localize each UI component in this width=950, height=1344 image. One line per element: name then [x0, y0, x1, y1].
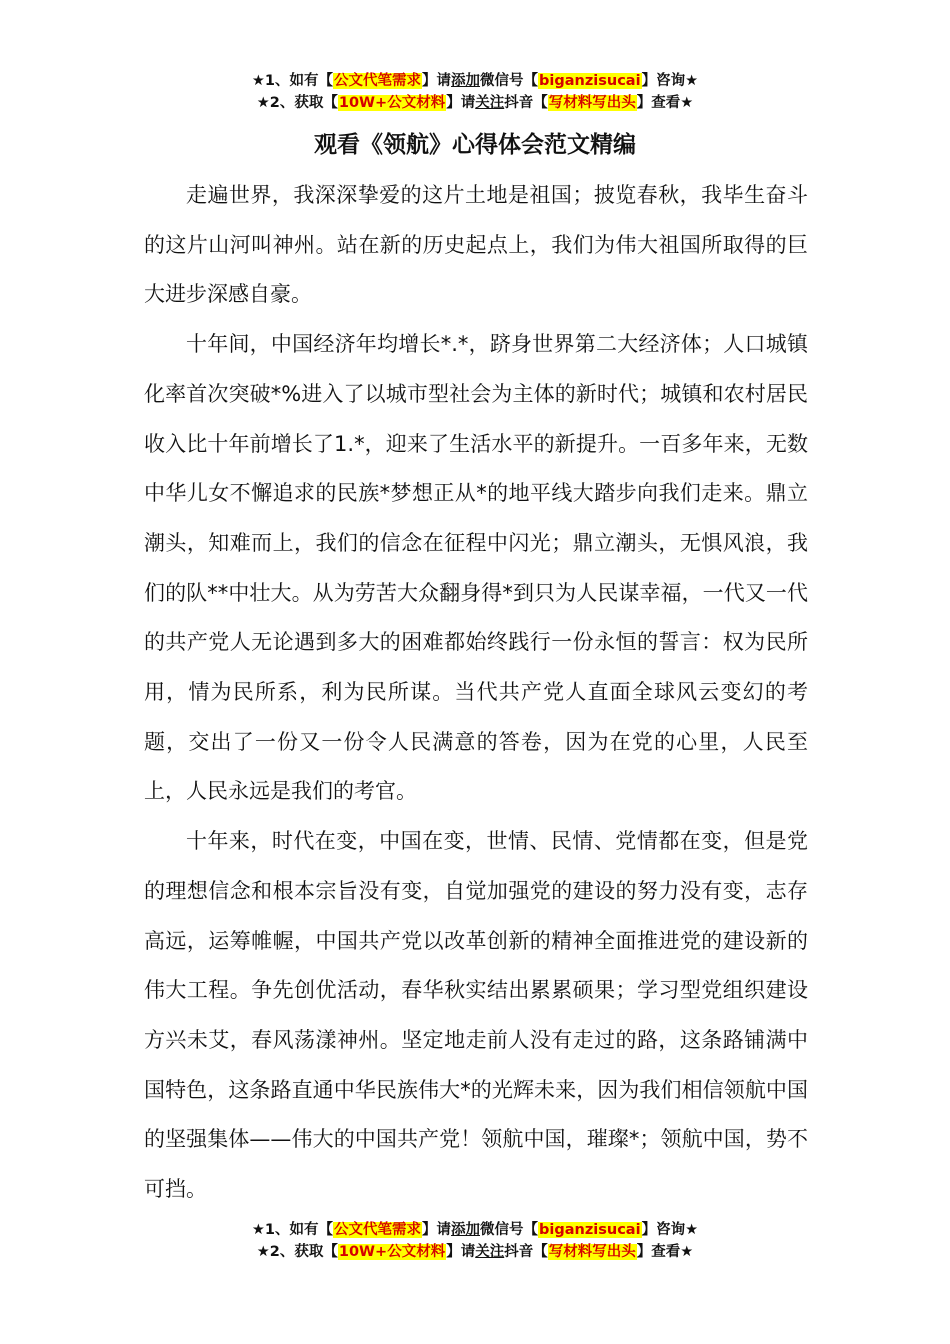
banner-text: 】查看★	[636, 1244, 694, 1260]
banner-text: 微信号【	[480, 73, 539, 89]
highlight-materials: 10W+公文材料	[338, 95, 446, 111]
banner-text: 】请	[422, 1222, 452, 1238]
banner-text: 】查看★	[636, 95, 694, 111]
banner-text: 】咨询★	[641, 1222, 699, 1238]
footer-banner-line-2	[0, 1241, 950, 1263]
body-paragraph-3: 十年来，时代在变，中国在变，世情、民情、党情都在变，但是党的理想信念和根本宗旨没有变，自觉加强党的建设的努力没有变，志存高远，运筹帷幄，中国共产党以改革创新的精神全面推进党的建设新的伟大工程。争先创优活动，春华秋实结出累累硕果；学习型党组织建设方兴未艾，春风荡漾神州。坚定地走前人没有走过的路，这条路铺满中国特色，这条路直通中华民族伟大*的光辉未来，因为我们相信领航中国的坚强集体——伟大的中国共产党！领航中国，璀璨*；领航中国，势不可挡。	[144, 829, 808, 1202]
footer-banner-line-1	[0, 1219, 950, 1241]
body-paragraph-1: 走遍世界，我深深挚爱的这片土地是祖国；披览春秋，我毕生奋斗的这片山河叫神州。站在新的历史起点上，我们为伟大祖国所取得的巨大进步深感自豪。	[144, 183, 808, 307]
banner-text: 抖音【	[504, 95, 548, 111]
header-banner-line-1	[0, 70, 950, 92]
emphasis-add: 添加	[451, 1222, 481, 1238]
highlight-materials: 10W+公文材料	[338, 1244, 446, 1260]
document-title: 观看《领航》心得体会范文精编	[314, 132, 636, 158]
banner-text: 】请	[422, 73, 452, 89]
banner-text: 】咨询★	[641, 73, 699, 89]
header-banner	[0, 70, 950, 114]
highlight-wechat-id: biganzisucai	[539, 73, 641, 89]
body-paragraph-2: 十年间，中国经济年均增长*.*，跻身世界第二大经济体；人口城镇化率首次突破*%进入了以城市型社会为主体的新时代；城镇和农村居民收入比十年前增长了1.*，迎来了生活水平的新提升。一百多年来，无数中华儿女不懈追求的民族*梦想正从*的地平线大踏步向我们走来。鼎立潮头，知难而上，我们的信念在征程中闪光；鼎立潮头，无惧风浪，我们的队**中壮大。从为劳苦大众翻身得*到只为人民谋幸福，一代又一代的共产党人无论遇到多大的困难都始终践行一份永恒的誓言：权为民所用，情为民所系，利为民所谋。当代共产党人直面全球风云变幻的考题，交出了一份又一份令人民满意的答卷，因为在党的心里，人民至上，人民永远是我们的考官。	[144, 332, 808, 804]
footer-banner	[0, 1219, 950, 1263]
banner-text: 微信号【	[480, 1222, 539, 1238]
emphasis-follow: 关注	[475, 1244, 505, 1260]
banner-text: ★2、获取【	[256, 1244, 338, 1260]
emphasis-follow: 关注	[475, 95, 505, 111]
highlight-douyin-account: 写材料写出头	[548, 1244, 636, 1260]
banner-text: 】请	[446, 1244, 476, 1260]
header-banner-line-2	[0, 92, 950, 114]
banner-text: 抖音【	[504, 1244, 548, 1260]
banner-text: 】请	[446, 95, 476, 111]
banner-text: ★2、获取【	[256, 95, 338, 111]
highlight-service: 公文代笔需求	[334, 73, 422, 89]
emphasis-add: 添加	[451, 73, 481, 89]
highlight-douyin-account: 写材料写出头	[548, 95, 636, 111]
banner-text: ★1、如有【	[251, 73, 334, 89]
highlight-wechat-id: biganzisucai	[539, 1222, 641, 1238]
highlight-service: 公文代笔需求	[334, 1222, 422, 1238]
document-body	[144, 171, 808, 1215]
banner-text: ★1、如有【	[251, 1222, 334, 1238]
